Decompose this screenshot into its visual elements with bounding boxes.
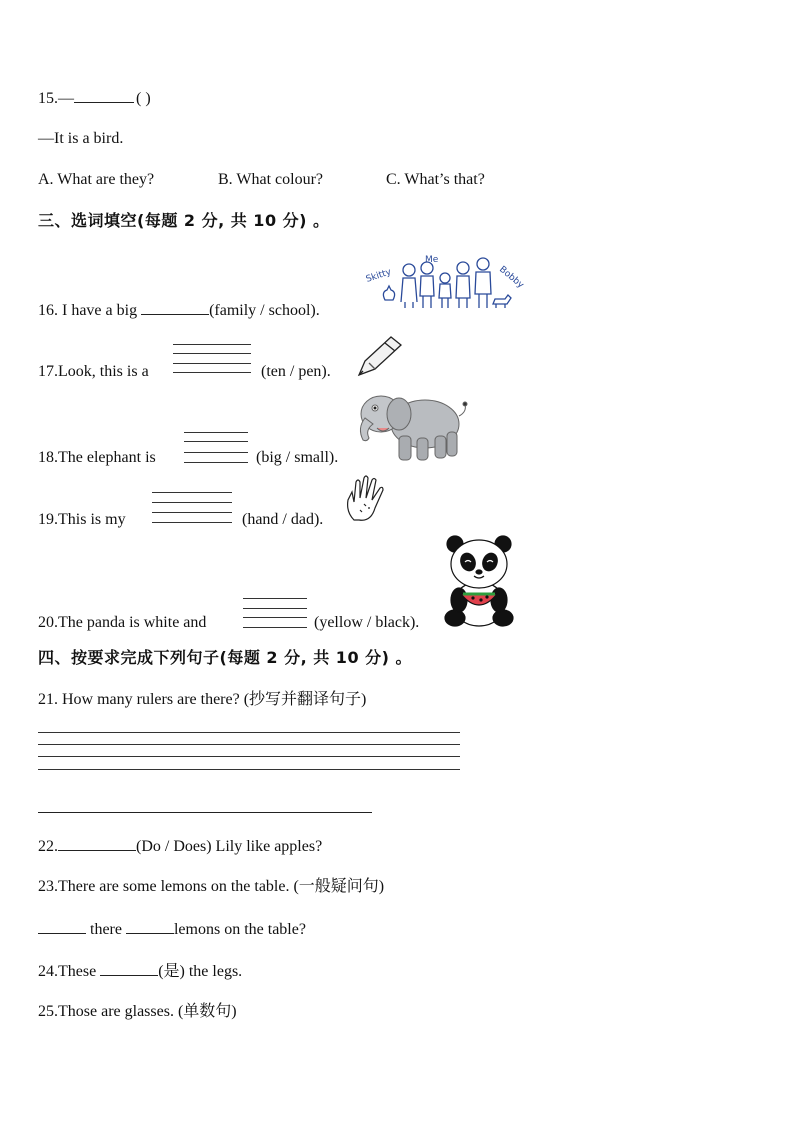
- q15-option-c: C. What’s that?: [386, 171, 485, 188]
- q23-answer-line: [38, 919, 306, 940]
- q22-number: 22.: [38, 838, 58, 855]
- q23-word-there: there: [90, 921, 122, 938]
- q18-choices: (big / small).: [256, 449, 339, 466]
- q23-blank-1[interactable]: [38, 919, 86, 934]
- q16-line: [38, 300, 320, 321]
- q15-dash: —: [58, 90, 74, 107]
- q23-word-end: lemons on the table?: [173, 921, 306, 938]
- q19-choices: (hand / dad).: [242, 511, 324, 528]
- q22-choices: (Do / Does) Lily like apples?: [136, 838, 323, 855]
- q22-blank[interactable]: [58, 836, 136, 851]
- q19-prompt: 19.This is my: [38, 511, 126, 528]
- hand-illustration: [344, 474, 390, 524]
- q16-choices: (family / school).: [209, 302, 320, 319]
- q24-prompt: 24.These: [38, 963, 97, 980]
- family-illustration: [365, 248, 530, 312]
- q24-line: [38, 961, 242, 982]
- q23-text: 23.There are some lemons on the table. (一般疑问句): [38, 878, 385, 895]
- q20-prompt: 20.The panda is white and: [38, 614, 207, 631]
- q15-option-a: A. What are they?: [38, 171, 155, 188]
- family-label-bobby: Bobby: [497, 264, 526, 291]
- q15-reply: —It is a bird.: [38, 130, 124, 147]
- q17-prompt: 17.Look, this is a: [38, 363, 149, 380]
- q18-prompt: 18.The elephant is: [38, 449, 156, 466]
- q16-blank[interactable]: [141, 300, 209, 315]
- q16-prompt: 16. I have a big: [38, 302, 138, 319]
- q21-translation-line[interactable]: [38, 812, 372, 813]
- section-4-heading: 四、按要求完成下列句子(每题 2 分, 共 10 分) 。: [38, 648, 413, 667]
- family-label-skitty: Skitty: [364, 267, 393, 285]
- q15-answer-paren: ( ): [136, 90, 151, 107]
- q22-line: [38, 836, 322, 857]
- q15-number: 15.: [38, 90, 58, 107]
- q15-stem: [38, 88, 151, 109]
- q21-text: 21. How many rulers are there? (抄写并翻译句子): [38, 691, 367, 708]
- q24-choices: (是) the legs.: [158, 963, 243, 980]
- q24-blank[interactable]: [100, 961, 158, 976]
- q23-blank-2[interactable]: [126, 919, 174, 934]
- q25-text: 25.Those are glasses. (单数句): [38, 1003, 237, 1020]
- family-label-me: Me: [425, 255, 439, 265]
- q20-choices: (yellow / black).: [314, 614, 420, 631]
- section-3-heading: 三、选词填空(每题 2 分, 共 10 分) 。: [38, 211, 330, 230]
- q15-blank[interactable]: [74, 88, 134, 103]
- q15-option-b: B. What colour?: [218, 171, 324, 188]
- pen-illustration: [355, 333, 405, 379]
- elephant-illustration: [355, 388, 470, 464]
- q17-choices: (ten / pen).: [261, 363, 331, 380]
- panda-illustration: [443, 534, 515, 630]
